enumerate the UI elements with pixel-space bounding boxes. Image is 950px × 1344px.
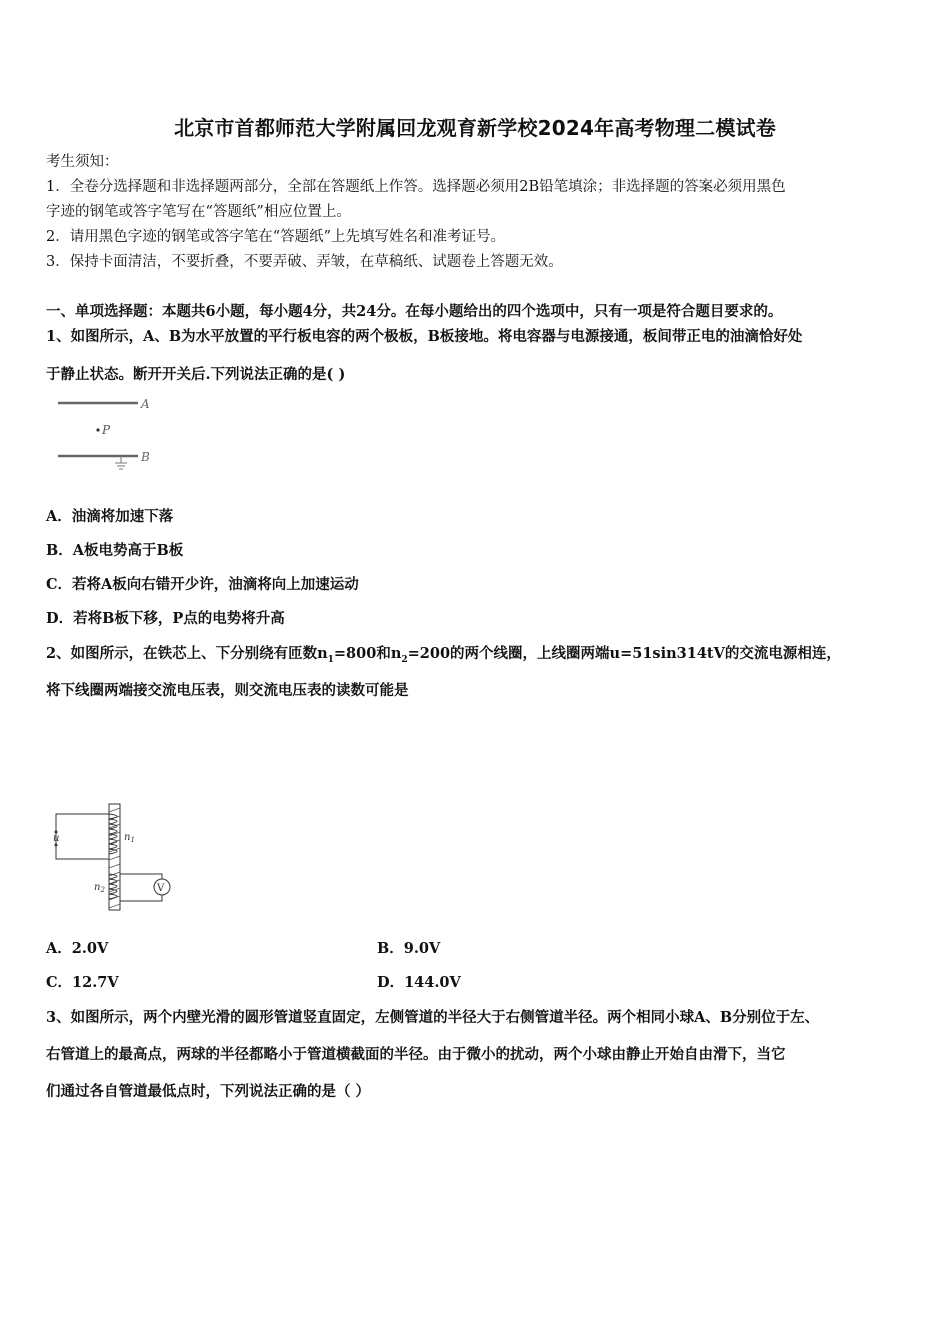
section-heading: 一、单项选择题：本题共6小题，每小题4分，共24分。在每小题给出的四个选项中，只有一项是符合题目要求的。 [46, 303, 783, 320]
n2-symbol: n [390, 645, 402, 662]
n1-value: =800和 [333, 645, 391, 662]
q1-stem-line-2: 于静止状态。断开开关后.下列说法正确的是( ) [46, 366, 346, 383]
n2-label-base: n [94, 882, 101, 893]
q2-stem-line-1 [46, 644, 841, 670]
primary-circuit [56, 814, 109, 859]
notice-item-3: 3．保持卡面清洁，不要折叠，不要弄破、弄皱，在草稿纸、试题卷上答题无效。 [46, 254, 563, 270]
notice-item-1-line-1: 1．全卷分选择题和非选择题两部分，全部在答题纸上作答。选择题必须用2B铅笔填涂；非选择题的答案必须用黑色 [46, 179, 786, 195]
plate-a-label: A [141, 397, 150, 411]
capacitor-figure [52, 392, 162, 474]
q1-stem-line-1: 1、如图所示，A、B为水平放置的平行板电容的两个极板，B板接地。将电容器与电源接通，板间带正电的油滴恰好处 [46, 328, 803, 345]
n1-label-sub: 1 [130, 836, 135, 844]
source-u-label: u [53, 833, 60, 844]
q2-option-a: A．2.0V [46, 940, 109, 957]
n1-label [124, 832, 135, 844]
q2-stem-pre: 2、如图所示，在铁芯上、下分别绕有匝数 [46, 645, 318, 662]
voltmeter-label: V [157, 883, 165, 894]
transformer-figure [48, 798, 188, 914]
q2-stem-line-2: 将下线圈两端接交流电压表，则交流电压表的读数可能是 [46, 682, 409, 699]
q2-option-d: D．144.0V [377, 974, 461, 991]
page-title: 北京市首都师范大学附属回龙观育新学校2024年高考物理二模试卷 [174, 116, 776, 140]
q2-stem-post: =200的两个线圈，上线圈两端u=51sin314tV的交流电源相连， [407, 645, 841, 662]
q1-option-d: D．若将B板下移，P点的电势将升高 [46, 610, 285, 627]
notice-item-2: 2．请用黑色字迹的钢笔或答字笔在“答题纸”上先填写姓名和准考证号。 [46, 229, 506, 245]
q2-option-b: B．9.0V [377, 940, 441, 957]
notice-item-1-line-2: 字迹的钢笔或答字笔写在“答题纸”相应位置上。 [46, 204, 351, 220]
n2-label-sub: 2 [100, 886, 105, 894]
q3-stem-line-1: 3、如图所示，两个内壁光滑的圆形管道竖直固定，左侧管道的半径大于右侧管道半径。两个相同小球A、B分别位于左、 [46, 1009, 820, 1026]
n1-symbol: n [317, 645, 328, 662]
q3-stem-line-3: 们通过各自管道最低点时，下列说法正确的是（ ） [46, 1083, 371, 1100]
q1-option-a: A．油滴将加速下落 [46, 508, 174, 525]
q1-option-b: B．A板电势高于B板 [46, 542, 184, 559]
n1-subscript: 1 [327, 654, 334, 665]
notice-heading: 考生须知： [46, 154, 119, 170]
q3-stem-line-2: 右管道上的最高点，两球的半径都略小于管道横截面的半径。由于微小的扰动，两个小球由静止开始自由滑下，当它 [46, 1046, 786, 1063]
oil-drop-dot [96, 428, 99, 431]
n2-subscript: 2 [401, 654, 408, 665]
point-p-label: P [102, 423, 111, 437]
n2-label [94, 882, 105, 894]
q2-option-c: C．12.7V [46, 974, 119, 991]
n1-label-base: n [124, 832, 131, 843]
q1-option-c: C．若将A板向右错开少许，油滴将向上加速运动 [46, 576, 359, 593]
plate-b-label: B [141, 450, 150, 464]
